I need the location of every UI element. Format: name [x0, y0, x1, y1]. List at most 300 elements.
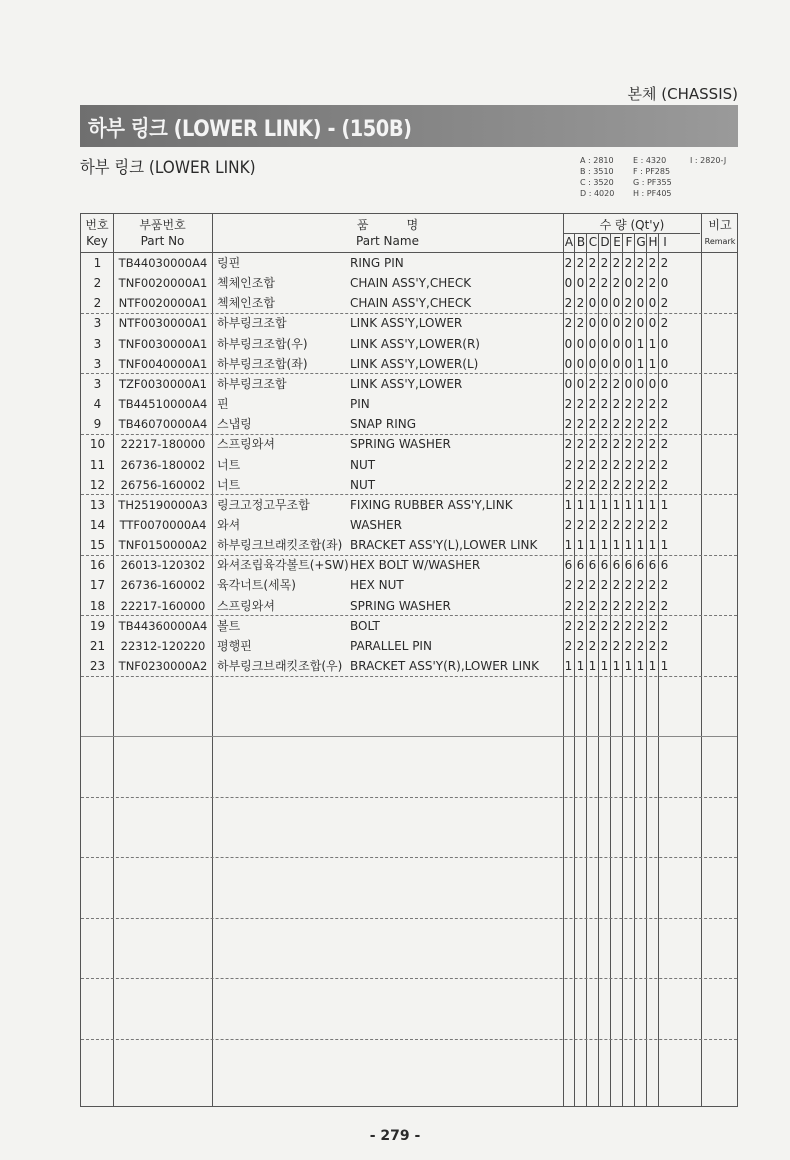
row-key: 19 — [89, 618, 106, 633]
row-qty: 0 — [636, 376, 645, 391]
table-row — [81, 455, 737, 475]
row-qty: 2 — [660, 638, 669, 653]
row-qty: 0 — [624, 356, 633, 371]
row-qty: 2 — [576, 578, 585, 593]
row-key: 13 — [89, 497, 106, 512]
group-separator — [81, 1039, 737, 1040]
row-qty: 0 — [660, 356, 669, 371]
row-key: 21 — [89, 638, 106, 653]
row-qty: 2 — [612, 437, 621, 452]
qty-column-header: A — [564, 235, 574, 249]
row-qty: 0 — [576, 276, 585, 291]
row-name-ko: 핀 — [217, 397, 229, 412]
row-qty: 2 — [624, 477, 633, 492]
row-name-en: LINK ASS'Y,LOWER(L) — [350, 356, 479, 371]
row-name-en: LINK ASS'Y,LOWER(R) — [350, 336, 480, 351]
row-qty: 2 — [612, 376, 621, 391]
row-name-en: SNAP RING — [350, 417, 417, 432]
row-qty: 1 — [660, 497, 669, 512]
row-qty: 2 — [660, 256, 669, 270]
row-qty: 2 — [636, 598, 645, 613]
row-qty: 2 — [588, 437, 597, 452]
row-qty: 2 — [600, 457, 609, 472]
row-qty: 2 — [600, 578, 609, 593]
row-name-en: HEX BOLT W/WASHER — [350, 558, 481, 573]
row-part-no: TB46070000A4 — [118, 417, 208, 432]
row-qty: 0 — [564, 356, 573, 371]
row-qty: 0 — [648, 376, 657, 391]
row-key: 12 — [89, 477, 106, 492]
row-qty: 1 — [612, 659, 621, 673]
row-qty: 1 — [636, 356, 645, 371]
row-key: 1 — [93, 256, 102, 270]
row-name-ko: 스프링와셔 — [217, 437, 275, 452]
row-qty: 2 — [576, 437, 585, 452]
row-qty: 6 — [600, 558, 609, 573]
row-part-no: TB44030000A4 — [118, 256, 208, 270]
row-name-ko: 하부링크조합(우) — [217, 336, 308, 351]
row-qty: 2 — [564, 598, 573, 613]
row-key: 2 — [93, 276, 102, 291]
row-name-ko: 스프링와셔 — [217, 598, 275, 613]
legend-item: A : 2810 — [580, 156, 614, 165]
row-qty: 2 — [648, 457, 657, 472]
row-key: 23 — [89, 659, 106, 673]
row-qty: 2 — [576, 296, 585, 311]
row-qty: 2 — [636, 618, 645, 633]
row-qty: 1 — [648, 336, 657, 351]
table-row — [81, 293, 737, 313]
row-qty: 1 — [624, 659, 633, 673]
row-key: 3 — [93, 316, 102, 331]
row-qty: 1 — [576, 659, 585, 673]
table-row — [81, 616, 737, 636]
page-number: - 279 - — [369, 1128, 421, 1144]
row-qty: 2 — [648, 397, 657, 412]
row-qty: 1 — [648, 538, 657, 553]
row-part-no: NTF0020000A1 — [118, 296, 208, 311]
row-qty: 2 — [636, 578, 645, 593]
row-qty: 2 — [612, 638, 621, 653]
table-row — [81, 394, 737, 414]
table-row — [81, 495, 737, 515]
row-name-ko: 하부링크조합(좌) — [217, 356, 308, 371]
row-qty: 1 — [600, 538, 609, 553]
row-part-no: 26736-160002 — [120, 578, 206, 593]
qty-column-header: I — [663, 235, 667, 249]
row-qty: 2 — [564, 437, 573, 452]
row-name-ko: 육각너트(세목) — [217, 578, 296, 593]
row-qty: 1 — [648, 356, 657, 371]
row-name-en: BRACKET ASS'Y(L),LOWER LINK — [350, 538, 538, 553]
row-name-ko: 하부링크브래킷조합(우) — [217, 659, 343, 673]
row-qty: 6 — [624, 558, 633, 573]
row-qty: 2 — [564, 417, 573, 432]
parts-table — [80, 213, 738, 1107]
row-qty: 2 — [660, 598, 669, 613]
row-qty: 0 — [576, 356, 585, 371]
row-qty: 0 — [564, 276, 573, 291]
row-qty: 2 — [600, 517, 609, 532]
header-name-en: Part Name — [356, 234, 419, 248]
row-qty: 2 — [576, 517, 585, 532]
row-qty: 1 — [636, 538, 645, 553]
table-row — [81, 334, 737, 354]
row-qty: 2 — [564, 256, 573, 270]
row-qty: 2 — [564, 477, 573, 492]
row-qty: 2 — [588, 477, 597, 492]
row-part-no: 26756-160002 — [120, 477, 206, 492]
row-qty: 2 — [624, 618, 633, 633]
row-qty: 2 — [648, 417, 657, 432]
row-qty: 0 — [612, 336, 621, 351]
row-qty: 2 — [612, 256, 621, 270]
row-qty: 1 — [636, 497, 645, 512]
row-name-en: NUT — [350, 457, 376, 472]
row-name-en: WASHER — [350, 517, 402, 532]
row-name-ko: 너트 — [217, 457, 241, 472]
row-qty: 1 — [636, 659, 645, 673]
row-qty: 2 — [576, 457, 585, 472]
row-qty: 2 — [588, 457, 597, 472]
row-qty: 2 — [576, 397, 585, 412]
row-key: 3 — [93, 376, 102, 391]
row-qty: 2 — [624, 638, 633, 653]
row-key: 14 — [89, 517, 106, 532]
row-qty: 2 — [588, 397, 597, 412]
row-qty: 0 — [588, 296, 597, 311]
row-qty: 2 — [624, 578, 633, 593]
row-qty: 2 — [588, 638, 597, 653]
table-row — [81, 575, 737, 595]
row-qty: 2 — [576, 256, 585, 270]
row-qty: 2 — [564, 618, 573, 633]
section-subtitle: 하부 링크 (LOWER LINK) — [80, 158, 256, 178]
row-qty: 0 — [612, 296, 621, 311]
legend-item: E : 4320 — [633, 156, 667, 165]
row-qty: 0 — [624, 376, 633, 391]
row-qty: 2 — [576, 417, 585, 432]
row-qty: 1 — [624, 538, 633, 553]
page-title: 하부 링크 (LOWER LINK) - (150B) — [88, 117, 412, 142]
row-qty: 2 — [660, 437, 669, 452]
row-name-en: CHAIN ASS'Y,CHECK — [350, 296, 472, 311]
row-qty: 2 — [564, 578, 573, 593]
row-qty: 2 — [660, 457, 669, 472]
row-qty: 2 — [636, 477, 645, 492]
row-qty: 1 — [600, 497, 609, 512]
row-qty: 2 — [564, 638, 573, 653]
table-row — [81, 313, 737, 333]
row-qty: 0 — [576, 336, 585, 351]
legend-item: D : 4020 — [580, 189, 615, 198]
row-qty: 2 — [612, 276, 621, 291]
row-qty: 2 — [612, 477, 621, 492]
row-qty: 2 — [648, 638, 657, 653]
row-part-no: 22312-120220 — [120, 638, 206, 653]
row-qty: 1 — [588, 538, 597, 553]
row-qty: 2 — [576, 598, 585, 613]
row-qty: 2 — [600, 276, 609, 291]
row-name-ko: 하부링크조합 — [217, 376, 287, 391]
row-name-ko: 링크고정고무조합 — [217, 497, 310, 512]
row-qty: 0 — [624, 276, 633, 291]
table-row — [81, 374, 737, 394]
row-key: 10 — [89, 437, 106, 452]
row-name-en: RING PIN — [350, 256, 404, 270]
row-name-en: BRACKET ASS'Y(R),LOWER LINK — [350, 659, 540, 673]
row-name-ko: 볼트 — [217, 618, 241, 633]
row-qty: 2 — [612, 578, 621, 593]
header-name-ko: 품 명 — [356, 218, 419, 232]
row-qty: 2 — [600, 256, 609, 270]
row-qty: 2 — [600, 417, 609, 432]
row-qty: 0 — [600, 316, 609, 331]
row-name-ko: 링핀 — [217, 256, 241, 270]
row-qty: 1 — [648, 497, 657, 512]
row-qty: 2 — [636, 397, 645, 412]
row-qty: 0 — [600, 356, 609, 371]
row-part-no: 26736-180002 — [120, 457, 206, 472]
table-row — [81, 596, 737, 616]
table-row — [81, 535, 737, 555]
row-qty: 1 — [648, 659, 657, 673]
row-qty: 2 — [636, 638, 645, 653]
row-qty: 1 — [636, 336, 645, 351]
row-qty: 2 — [600, 376, 609, 391]
row-name-en: LINK ASS'Y,LOWER — [350, 316, 463, 331]
header-key-en: Key — [86, 234, 108, 248]
row-qty: 2 — [588, 618, 597, 633]
row-qty: 1 — [576, 497, 585, 512]
row-qty: 2 — [660, 417, 669, 432]
chapter-label: 본체 (CHASSIS) — [627, 85, 738, 103]
row-qty: 0 — [660, 336, 669, 351]
row-qty: 2 — [588, 417, 597, 432]
row-qty: 2 — [588, 256, 597, 270]
row-qty: 2 — [624, 256, 633, 270]
row-part-no: TNF0150000A2 — [118, 538, 208, 553]
row-part-no: 26013-120302 — [120, 558, 206, 573]
row-part-no: TB44360000A4 — [118, 618, 208, 633]
qty-column-header: E — [613, 235, 621, 249]
row-name-ko: 너트 — [217, 477, 241, 492]
row-qty: 2 — [648, 437, 657, 452]
header-rule — [563, 233, 700, 234]
legend-item: G : PF355 — [633, 178, 672, 187]
qty-column-header: G — [636, 235, 646, 249]
group-separator — [81, 676, 737, 677]
row-qty: 1 — [564, 659, 573, 673]
header-remark-en: Remark — [704, 237, 736, 246]
group-separator — [81, 736, 737, 737]
row-qty: 0 — [588, 316, 597, 331]
row-key: 17 — [89, 578, 106, 593]
row-qty: 2 — [576, 316, 585, 331]
row-key: 3 — [93, 356, 102, 371]
row-name-en: FIXING RUBBER ASS'Y,LINK — [350, 497, 513, 512]
row-qty: 2 — [624, 517, 633, 532]
row-qty: 2 — [588, 598, 597, 613]
group-separator — [81, 918, 737, 919]
row-qty: 2 — [660, 477, 669, 492]
row-qty: 2 — [612, 397, 621, 412]
row-qty: 2 — [660, 397, 669, 412]
row-qty: 2 — [612, 517, 621, 532]
row-qty: 2 — [660, 517, 669, 532]
row-key: 9 — [93, 417, 102, 432]
header-remark-ko: 비고 — [708, 218, 732, 232]
row-qty: 2 — [624, 316, 633, 331]
row-qty: 1 — [612, 538, 621, 553]
row-qty: 2 — [564, 296, 573, 311]
row-name-ko: 첵체인조합 — [217, 296, 275, 311]
row-qty: 2 — [612, 457, 621, 472]
row-qty: 0 — [624, 336, 633, 351]
row-qty: 2 — [600, 598, 609, 613]
row-key: 3 — [93, 336, 102, 351]
row-qty: 2 — [588, 276, 597, 291]
row-qty: 2 — [588, 578, 597, 593]
row-qty: 2 — [648, 477, 657, 492]
table-row — [81, 253, 737, 273]
table-row — [81, 515, 737, 535]
group-separator — [81, 857, 737, 858]
row-key: 2 — [93, 296, 102, 311]
row-qty: 2 — [600, 397, 609, 412]
legend-item: B : 3510 — [580, 167, 614, 176]
header-partno-ko: 부품번호 — [139, 218, 186, 232]
row-qty: 1 — [564, 538, 573, 553]
row-qty: 1 — [600, 659, 609, 673]
header-key-ko: 번호 — [85, 218, 109, 232]
row-part-no: TB44510000A4 — [118, 397, 208, 412]
row-qty: 2 — [624, 417, 633, 432]
row-name-en: HEX NUT — [350, 578, 404, 593]
row-qty: 2 — [600, 638, 609, 653]
row-qty: 1 — [624, 497, 633, 512]
row-qty: 1 — [588, 659, 597, 673]
row-qty: 6 — [564, 558, 573, 573]
row-qty: 2 — [648, 578, 657, 593]
row-qty: 1 — [576, 538, 585, 553]
row-qty: 2 — [600, 437, 609, 452]
row-qty: 1 — [660, 659, 669, 673]
qty-column-header: H — [648, 235, 658, 249]
row-part-no: TNF0030000A1 — [118, 336, 208, 351]
row-qty: 0 — [636, 296, 645, 311]
row-qty: 2 — [660, 578, 669, 593]
row-qty: 2 — [564, 397, 573, 412]
header-qty: 수 량 (Qt'y) — [599, 218, 665, 232]
row-qty: 6 — [612, 558, 621, 573]
table-row — [81, 434, 737, 454]
row-qty: 1 — [588, 497, 597, 512]
row-qty: 2 — [600, 477, 609, 492]
header-partno-en: Part No — [140, 234, 185, 248]
legend-item: F : PF285 — [633, 167, 671, 176]
row-key: 15 — [89, 538, 106, 553]
table-row — [81, 414, 737, 434]
row-qty: 2 — [588, 376, 597, 391]
title-banner — [80, 105, 738, 147]
row-name-en: NUT — [350, 477, 376, 492]
row-qty: 2 — [576, 638, 585, 653]
row-qty: 2 — [636, 517, 645, 532]
qty-column-header: F — [625, 235, 633, 249]
row-qty: 2 — [636, 256, 645, 270]
row-part-no: TZF0030000A1 — [119, 376, 207, 391]
row-qty: 0 — [588, 336, 597, 351]
row-qty: 2 — [648, 517, 657, 532]
row-qty: 6 — [588, 558, 597, 573]
row-qty: 2 — [648, 598, 657, 613]
row-name-ko: 와셔 — [217, 517, 241, 532]
row-part-no: TH25190000A3 — [118, 497, 208, 512]
legend-item: I : 2820-J — [690, 156, 727, 165]
row-qty: 2 — [624, 296, 633, 311]
row-name-ko: 하부링크조합 — [217, 316, 287, 331]
row-qty: 6 — [636, 558, 645, 573]
row-qty: 2 — [612, 598, 621, 613]
group-separator — [81, 978, 737, 979]
row-qty: 0 — [648, 316, 657, 331]
row-qty: 2 — [624, 397, 633, 412]
row-qty: 6 — [576, 558, 585, 573]
row-qty: 2 — [576, 618, 585, 633]
row-part-no: 22217-180000 — [120, 437, 206, 452]
row-name-ko: 첵체인조합 — [217, 276, 275, 291]
row-key: 4 — [93, 397, 102, 412]
table-row — [81, 475, 737, 495]
row-qty: 1 — [660, 538, 669, 553]
row-qty: 0 — [648, 296, 657, 311]
row-qty: 0 — [612, 316, 621, 331]
qty-column-header: B — [576, 235, 586, 249]
table-row — [81, 354, 737, 374]
row-qty: 2 — [624, 437, 633, 452]
qty-column-header: D — [600, 235, 610, 249]
row-key: 18 — [89, 598, 106, 613]
row-qty: 2 — [564, 517, 573, 532]
row-qty: 2 — [660, 316, 669, 331]
row-qty: 2 — [564, 457, 573, 472]
row-qty: 2 — [612, 417, 621, 432]
row-qty: 0 — [588, 356, 597, 371]
row-part-no: NTF0030000A1 — [118, 316, 208, 331]
table-row — [81, 636, 737, 656]
row-name-ko: 하부링크브래킷조합(좌) — [217, 538, 343, 553]
row-part-no: TTF0070000A4 — [119, 517, 207, 532]
row-part-no: TNF0230000A2 — [118, 659, 208, 673]
row-qty: 2 — [648, 618, 657, 633]
row-qty: 1 — [612, 497, 621, 512]
row-qty: 2 — [588, 517, 597, 532]
row-name-en: PARALLEL PIN — [350, 638, 432, 653]
row-qty: 6 — [648, 558, 657, 573]
row-name-ko: 스냅링 — [217, 417, 252, 432]
row-part-no: TNF0020000A1 — [118, 276, 208, 291]
row-name-en: LINK ASS'Y,LOWER — [350, 376, 463, 391]
row-qty: 6 — [660, 558, 669, 573]
row-qty: 0 — [564, 376, 573, 391]
row-qty: 2 — [636, 457, 645, 472]
row-name-en: BOLT — [350, 618, 380, 633]
row-qty: 0 — [576, 376, 585, 391]
row-qty: 0 — [600, 296, 609, 311]
row-qty: 2 — [624, 457, 633, 472]
row-name-en: SPRING WASHER — [350, 437, 451, 452]
